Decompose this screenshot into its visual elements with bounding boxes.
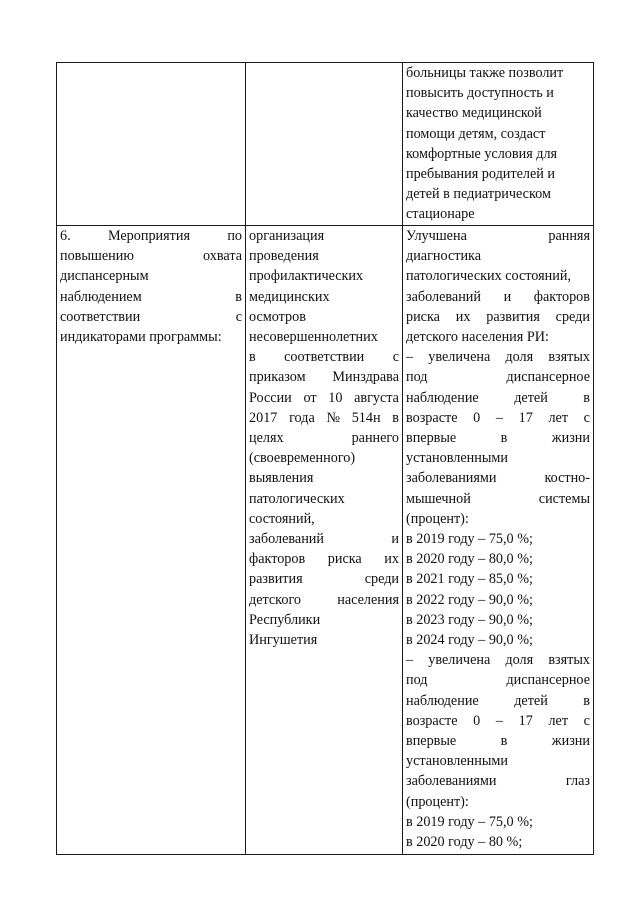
word: заболеваниями xyxy=(406,773,497,790)
text-line: установленными xyxy=(406,753,508,770)
text-line: в 2024 году – 90,0 %; xyxy=(406,632,533,649)
word: 0 xyxy=(473,409,481,426)
word: соответствии xyxy=(60,308,141,325)
continuation-lines xyxy=(406,63,590,225)
word: факторов xyxy=(533,288,590,305)
word: взятых xyxy=(548,652,590,669)
text-line: проведения xyxy=(249,248,319,265)
text-line xyxy=(406,287,590,307)
text-line xyxy=(249,367,399,387)
text-line: диагностика xyxy=(406,248,482,265)
text-line xyxy=(406,711,590,731)
word: риска xyxy=(406,308,440,325)
text-line: детского населения РИ: xyxy=(406,329,549,346)
text-line xyxy=(406,670,590,690)
word: России xyxy=(249,389,292,406)
text-line xyxy=(406,367,590,387)
text-line: в 2019 году – 75,0 %; xyxy=(406,531,533,548)
text-line xyxy=(249,408,399,428)
word: жизни xyxy=(551,733,590,750)
measure-description-lines xyxy=(249,226,399,650)
word: заболеваниями xyxy=(406,470,497,487)
text-line: Республики xyxy=(249,611,321,628)
word: Мероприятия xyxy=(107,228,190,244)
text-line xyxy=(406,408,590,428)
word: 0 xyxy=(473,712,481,729)
word: доля xyxy=(505,652,534,669)
text-line xyxy=(60,246,242,266)
text-line: осмотров xyxy=(249,308,306,325)
word: и xyxy=(391,531,399,548)
text-line: больницы также позволит xyxy=(406,65,564,81)
text-line: стационаре xyxy=(406,206,475,223)
text-line: патологических состояний, xyxy=(406,268,571,285)
word: впервые xyxy=(406,733,457,750)
text-line: в 2023 году – 90,0 %; xyxy=(406,611,533,628)
text-line: в 2020 году – 80,0 %; xyxy=(406,551,533,568)
word: Минздрава xyxy=(332,369,399,386)
text-line: индикаторами программы: xyxy=(60,329,222,346)
text-line xyxy=(406,489,590,509)
word: в xyxy=(500,733,508,750)
word: развития xyxy=(249,571,303,588)
word: охвата xyxy=(203,248,242,265)
text-line: повысить доступность и xyxy=(406,85,554,102)
word: по xyxy=(227,228,242,244)
word: ранняя xyxy=(548,228,590,244)
table-row-continuation xyxy=(57,63,594,226)
word: 2017 xyxy=(249,409,278,426)
text-line: Ингушетия xyxy=(249,632,318,649)
word: возрасте xyxy=(406,409,458,426)
word: Улучшена xyxy=(406,228,467,244)
word: под xyxy=(406,672,428,689)
text-line: (процент): xyxy=(406,793,469,810)
text-line: состояний, xyxy=(249,510,315,527)
text-line: (процент): xyxy=(406,510,469,527)
text-line xyxy=(406,388,590,408)
word: впервые xyxy=(406,430,457,447)
program-measures-table xyxy=(56,62,594,855)
word: 6. xyxy=(60,228,71,244)
word: заболеваний xyxy=(249,531,324,548)
word: – xyxy=(495,712,503,729)
word: в xyxy=(583,389,590,406)
word: костно- xyxy=(544,470,590,487)
word: увеличена xyxy=(428,349,491,366)
word: 17 xyxy=(518,712,533,729)
text-line xyxy=(406,347,590,367)
text-line xyxy=(60,226,242,246)
word: – xyxy=(495,409,503,426)
text-line: в 2019 году – 75,0 %; xyxy=(406,813,533,830)
word: факторов xyxy=(249,551,306,568)
word: жизни xyxy=(551,430,590,447)
text-line: (своевременного) xyxy=(249,450,356,467)
word: диспансерное xyxy=(506,369,590,386)
word: целях xyxy=(249,430,284,447)
text-line xyxy=(249,388,399,408)
text-line xyxy=(406,731,590,751)
text-line xyxy=(249,549,399,569)
word: повышению xyxy=(60,248,134,265)
text-line xyxy=(249,347,399,367)
word: в xyxy=(392,409,399,426)
word: от xyxy=(303,389,317,406)
text-line: помощи детям, создаст xyxy=(406,125,546,142)
cell-measure-description xyxy=(246,226,403,855)
text-line xyxy=(406,428,590,448)
word: 17 xyxy=(518,409,533,426)
word: 10 xyxy=(328,389,343,406)
text-line: диспансерным xyxy=(60,268,149,285)
word: и xyxy=(503,288,512,305)
word: соответствии xyxy=(284,349,365,366)
text-line: в 2021 году – 85,0 %; xyxy=(406,571,533,588)
text-line: установленными xyxy=(406,450,508,467)
word: взятых xyxy=(548,349,590,366)
text-line: организация xyxy=(249,228,325,244)
word: риска xyxy=(327,551,362,568)
word: доля xyxy=(505,349,534,366)
word: приказом xyxy=(249,369,306,386)
word: детей xyxy=(514,692,548,709)
text-line xyxy=(60,307,242,327)
word: в xyxy=(500,430,508,447)
text-line: комфортные условия для xyxy=(406,145,558,162)
text-line xyxy=(406,468,590,488)
word: детского xyxy=(249,591,302,608)
text-line xyxy=(249,590,399,610)
text-line: в 2020 году – 80 %; xyxy=(406,834,523,851)
text-line: качество медицинской xyxy=(406,105,542,122)
word: среди xyxy=(555,308,590,325)
cell-empty-col2 xyxy=(246,63,403,226)
text-line xyxy=(249,428,399,448)
cell-measure-title xyxy=(57,226,246,855)
word: – xyxy=(406,349,414,366)
text-line xyxy=(406,650,590,670)
word: среди xyxy=(364,571,399,588)
word: наблюдение xyxy=(406,692,479,709)
word: 514н xyxy=(351,409,381,426)
word: августа xyxy=(354,389,399,406)
text-line: профилактических xyxy=(249,268,364,285)
word: увеличена xyxy=(428,652,491,669)
word: лет xyxy=(548,712,569,729)
text-line: патологических xyxy=(249,490,345,507)
text-line xyxy=(249,529,399,549)
word: наблюдение xyxy=(406,389,479,406)
cell-expected-results xyxy=(403,226,594,855)
text-line xyxy=(406,771,590,791)
word: с xyxy=(583,712,590,729)
word: их xyxy=(455,308,471,325)
word: под xyxy=(406,369,428,386)
word: лет xyxy=(548,409,569,426)
word: развития xyxy=(486,308,540,325)
measure-title-lines xyxy=(60,226,242,347)
text-line: медицинских xyxy=(249,288,330,305)
word: системы xyxy=(538,490,590,507)
text-line: в 2022 году – 90,0 %; xyxy=(406,591,533,608)
word: возрасте xyxy=(406,712,458,729)
word: – xyxy=(406,652,414,669)
word: раннего xyxy=(351,430,399,447)
text-line: выявления xyxy=(249,470,314,487)
expected-results-lines xyxy=(406,226,590,852)
word: детей xyxy=(514,389,548,406)
word: наблюдением xyxy=(60,288,142,305)
text-line: пребывания родителей и xyxy=(406,166,555,183)
cell-empty-col1 xyxy=(57,63,246,226)
word: в xyxy=(249,349,256,366)
word: с xyxy=(235,308,242,325)
word: населения xyxy=(337,591,399,608)
word: года xyxy=(289,409,315,426)
word: с xyxy=(583,409,590,426)
text-line xyxy=(406,691,590,711)
word: глаз xyxy=(565,773,590,790)
text-line xyxy=(406,307,590,327)
text-line xyxy=(60,287,242,307)
word: № xyxy=(326,409,340,426)
word: в xyxy=(235,288,242,305)
word: в xyxy=(583,692,590,709)
word: их xyxy=(384,551,399,568)
text-line xyxy=(406,226,590,246)
text-line: детей в педиатрическом xyxy=(406,186,551,203)
text-line: несовершеннолетних xyxy=(249,329,378,346)
word: заболеваний xyxy=(406,288,481,305)
text-line xyxy=(249,569,399,589)
table-row-6 xyxy=(57,226,594,855)
word: мышечной xyxy=(406,490,471,507)
word: с xyxy=(392,349,399,366)
word: диспансерное xyxy=(506,672,590,689)
cell-continuation-text xyxy=(403,63,594,226)
